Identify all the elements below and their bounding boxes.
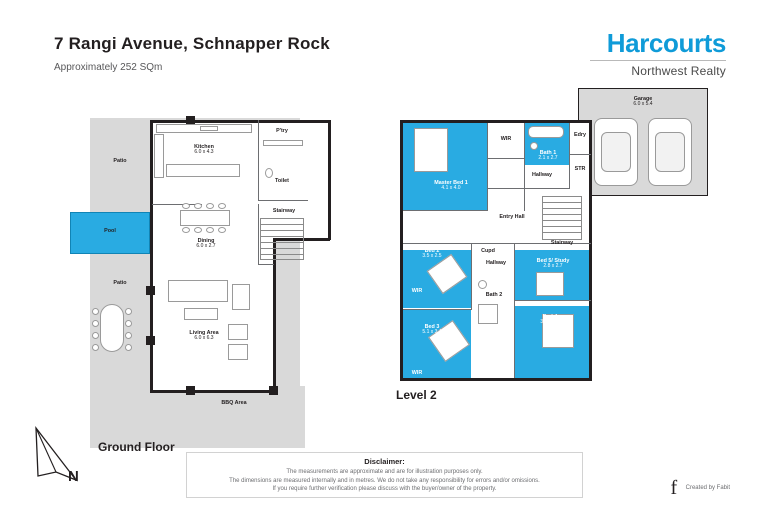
- dining-chair: [194, 227, 202, 233]
- room-label-wir-2: WIR: [411, 370, 423, 376]
- dining-chair: [206, 203, 214, 209]
- disclaimer-line-3: If you require further verification please discuss with the buyer/owner of the property.: [272, 486, 497, 493]
- outdoor-chair: [92, 332, 99, 339]
- outdoor-chair: [92, 344, 99, 351]
- dining-table: [180, 210, 230, 226]
- dining-chair: [182, 203, 190, 209]
- coffee-table: [184, 308, 218, 320]
- stair-tread: [260, 236, 304, 237]
- room-label-wir-master: WIR: [500, 136, 512, 142]
- stair-tread: [260, 224, 304, 225]
- toilet-fixture: [265, 168, 273, 178]
- room-label-bath1: Bath 1 2.1 x 2.7: [538, 150, 558, 162]
- room-label-stairway-l2: Stairway: [550, 240, 574, 246]
- brand-name: Harcourts: [606, 28, 726, 58]
- disclaimer-heading: Disclaimer:: [364, 457, 405, 466]
- outdoor-chair: [125, 344, 132, 351]
- stair-tread: [260, 230, 304, 231]
- compass: [30, 424, 100, 494]
- partition-hallway: [488, 188, 570, 189]
- partition-wir: [488, 158, 525, 159]
- car-1-body: [601, 132, 631, 172]
- kitchen-island: [166, 164, 240, 177]
- bed5-furniture: [536, 272, 564, 296]
- level2-wall-bottom: [400, 378, 592, 381]
- room-label-stairway-ground: Stairway: [272, 208, 296, 214]
- partition-master-right: [487, 123, 488, 211]
- room-label-cupd: Cupd: [481, 248, 495, 254]
- area-note: Approximately 252 SQm: [54, 62, 163, 73]
- room-label-hallway-top: Hallway: [531, 172, 553, 178]
- stair-tread: [542, 226, 582, 227]
- outdoor-chair: [125, 320, 132, 327]
- room-label-edry: Edry: [574, 132, 586, 138]
- partition-bed5-bottom: [515, 300, 591, 301]
- partition-pantry: [258, 120, 259, 166]
- room-label-bbq: BBQ Area: [221, 400, 247, 406]
- fabit-footer: [671, 478, 730, 498]
- wall-stub-2: [186, 386, 195, 395]
- outdoor-chair: [125, 332, 132, 339]
- room-label-patio-top: Patio: [113, 158, 127, 164]
- room-label-bed5: Bed 5/ Study 2.8 x 2.7: [536, 258, 570, 270]
- stair-tread: [542, 214, 582, 215]
- room-label-toilet: Toilet: [275, 178, 289, 184]
- dining-chair: [218, 227, 226, 233]
- room-label-pantry: P'try: [276, 128, 288, 134]
- basin: [530, 142, 538, 150]
- ground-floor-label: Ground Floor: [98, 440, 175, 454]
- room-label-wir-1: WIR: [411, 288, 423, 294]
- ground-floor-plan: [60, 108, 370, 448]
- room-label-entry-hall: Entry Hall: [499, 214, 525, 220]
- disclaimer-line-2: The dimensions are measured internally and in metres. We do not take any responsibility for errors and/or omissions.: [229, 477, 540, 484]
- stair-tread: [260, 248, 304, 249]
- disclaimer-box: [186, 452, 583, 498]
- disclaimer-line-1: The measurements are approximate and are for illustration purposes only.: [286, 469, 483, 475]
- sofa-small: [232, 284, 250, 310]
- compass-north-label: N: [68, 468, 79, 485]
- dining-chair: [182, 227, 190, 233]
- room-label-patio-bottom: Patio: [113, 280, 127, 286]
- wall-stub-4: [146, 286, 155, 295]
- pantry-shelf: [263, 140, 303, 146]
- room-label-bath2: Bath 2: [485, 292, 503, 298]
- dining-chair: [218, 203, 226, 209]
- kitchen-counter-left: [154, 134, 164, 178]
- sofa-large: [168, 280, 228, 302]
- bathtub: [528, 126, 564, 138]
- room-label-dining: Dining 6.0 x 2.7: [196, 238, 216, 250]
- fabit-logo: f: [670, 477, 678, 499]
- room-label-pool: Pool: [104, 228, 116, 234]
- partition-edry-bot: [569, 154, 591, 155]
- stair-tread: [542, 202, 582, 203]
- stair-tread: [542, 220, 582, 221]
- brand-divider: [590, 60, 726, 61]
- outdoor-table: [100, 304, 124, 352]
- bath2-basin: [478, 280, 487, 289]
- room-label-master: Master Bed 1 4.1 x 4.0: [434, 180, 468, 192]
- room-label-kitchen: Kitchen 6.0 x 4.3: [194, 144, 214, 156]
- partition-stair-bottom: [258, 264, 274, 265]
- dining-chair: [194, 203, 202, 209]
- partition-bath1-left: [524, 123, 525, 211]
- partition-bed3-top: [403, 309, 472, 310]
- level-2-label: Level 2: [396, 388, 437, 402]
- outdoor-chair: [125, 308, 132, 315]
- room-label-hallway-lower: Hallway: [485, 260, 507, 266]
- ground-interior: [150, 120, 274, 392]
- outdoor-chair: [92, 320, 99, 327]
- kitchen-sink: [200, 126, 218, 131]
- shower: [478, 304, 498, 324]
- page-title: 7 Rangi Avenue, Schnapper Rock: [54, 34, 330, 53]
- compass-arrow-icon: [30, 424, 100, 494]
- dining-chair: [206, 227, 214, 233]
- partition-master-bottom: [403, 210, 488, 211]
- room-label-garage: Garage 6.0 x 5.4: [633, 96, 653, 108]
- brand-subtitle: Northwest Realty: [631, 64, 726, 78]
- bbq-slab: [190, 386, 305, 448]
- outdoor-chair: [92, 308, 99, 315]
- partition-toilet-bottom: [258, 200, 308, 201]
- created-by-label: Created by Fabit: [685, 485, 730, 491]
- stair-tread: [542, 232, 582, 233]
- armchair-2: [228, 344, 248, 360]
- brand-logo: [590, 30, 726, 78]
- room-label-living: Living Area 6.0 x 6.3: [189, 330, 219, 342]
- room-label-bed4: Bed 4 3.3 x 4.0: [540, 314, 560, 326]
- wall-stub-5: [146, 336, 155, 345]
- wall-bottom: [150, 390, 275, 393]
- stair-tread: [260, 254, 304, 255]
- wall-stub-3: [269, 386, 278, 395]
- level-2-plan: [390, 88, 730, 408]
- room-label-str: STR: [574, 166, 586, 172]
- room-label-bed3: Bed 3 5.1 x 3.4: [422, 324, 442, 336]
- wall-left: [150, 120, 153, 392]
- master-bed-furniture: [414, 128, 448, 172]
- wall-right-lower: [273, 238, 276, 392]
- wall-top: [150, 120, 330, 123]
- room-label-bed2: Bed 2 3.5 x 2.5: [422, 248, 442, 260]
- level2-wall-right: [589, 120, 592, 380]
- car-2-body: [655, 132, 685, 172]
- wall-right-upper: [328, 120, 331, 240]
- stair-tread: [260, 242, 304, 243]
- stair-tread: [542, 208, 582, 209]
